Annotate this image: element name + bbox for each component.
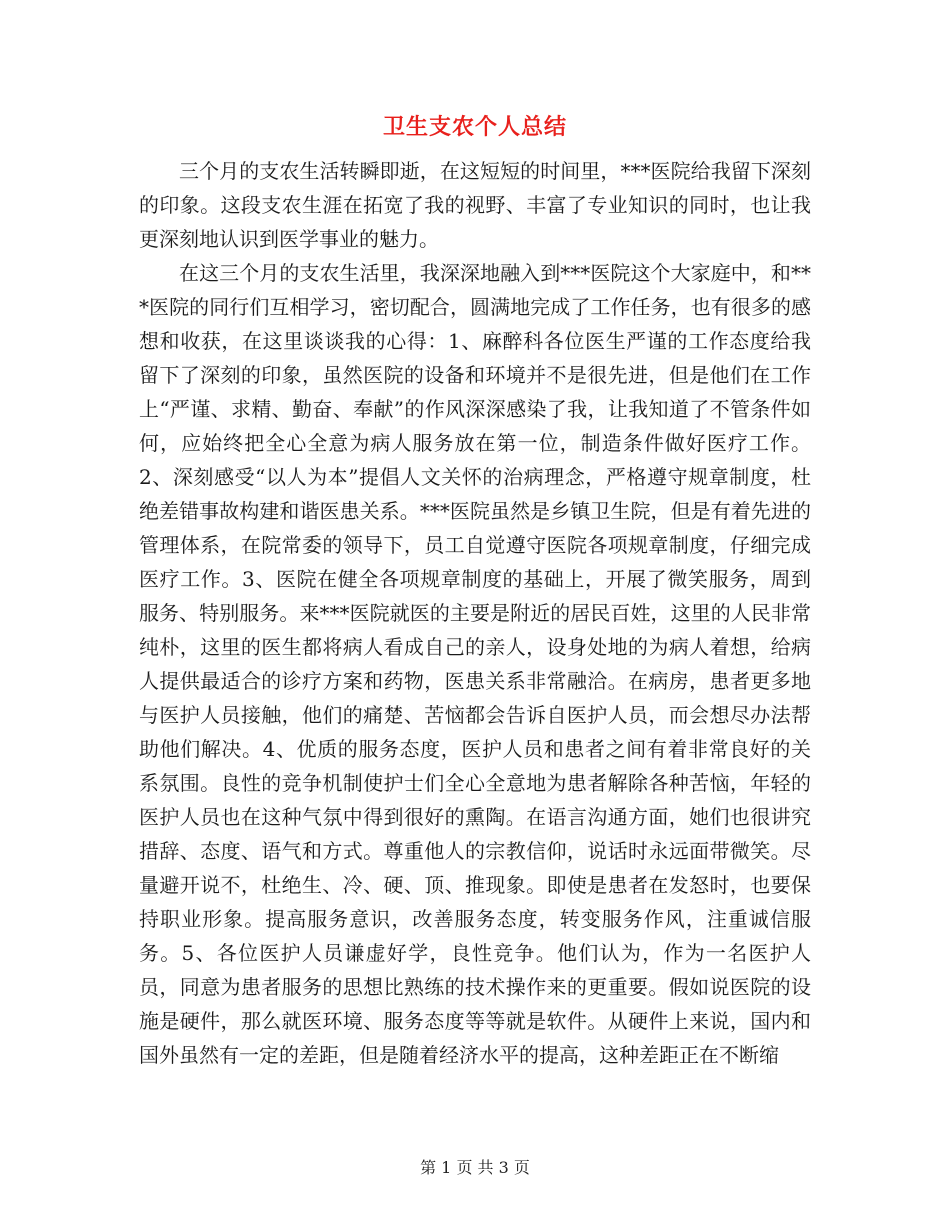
paragraph-main: 在这三个月的支农生活里，我深深地融入到***医院这个大家庭中，和***医院的同行们互相学习，密切配合，圆满地完成了工作任务，也有很多的感想和收获，在这里谈谈我的心得：1、麻醉科各位医生严谨的工作态度给我留下了深刻的印象，虽然医院的设备和环境并不是很先进，但是他们在工作上“严谨、求精、勤奋、奉献”的作风深深感染了我，让我知道了不管条件如何，应始终把全心全意为病人服务放在第一位，制造条件做好医疗工作。 2、深刻感受“以人为本”提倡人文关怀的治病理念，严格遵守规章制度，杜绝差错事故构建和谐医患关系。***医院虽然是乡镇卫生院，但是有着先进的管理体系，在院常委的领导下，员工自觉遵守医院各项规章制度，仔细完成医疗工作。3、医院在健全各项规章制度的基础上，开展了微笑服务，周到服务、特别服务。来***医院就医的主要是附近的居民百姓，这里的人民非常纯朴，这里的医生都将病人看成自己的亲人，设身处地的为病人着想，给病人提供最适合的诊疗方案和药物，医患关系非常融洽。在病房，患者更多地与医护人员接触，他们的痛楚、苦恼都会告诉自医护人员，而会想尽办法帮助他们解决。4、优质的服务态度，医护人员和患者之间有着非常良好的关系氛围。良性的竞争机制使护士们全心全意地为患者解除各种苦恼，年轻的医护人员也在这种气氛中得到很好的熏陶。在语言沟通方面，她们也很讲究措辞、态度、语气和方式。尊重他人的宗教信仰，说话时永远面带微笑。尽量避开说不，杜绝生、冷、硬、顶、推现象。即使是患者在发怒时，也要保持职业形象。提高服务意识，改善服务态度，转变服务作风，注重诚信服务。5、各位医护人员谦虚好学，良性竞争。他们认为，作为一名医护人员，同意为患者服务的思想比熟练的技术操作来的更重要。假如说医院的设施是硬件，那么就医环境、服务态度等等就是软件。从硬件上来说，国内和国外虽然有一定的差距，但是随着经济水平的提高，这种差距正在不断缩 xyxy=(139,261,811,1067)
paragraph-intro: 三个月的支农生活转瞬即逝，在这短短的时间里，***医院给我留下深刻的印象。这段支农生涯在拓宽了我的视野、丰富了专业知识的同时，也让我更深刻地认识到医学事业的魅力。 xyxy=(139,159,811,251)
document-title: 卫生支农个人总结 xyxy=(382,115,567,140)
document-body xyxy=(139,154,811,1072)
page-number-footer: 第 1 页 共 3 页 xyxy=(420,1158,530,1177)
